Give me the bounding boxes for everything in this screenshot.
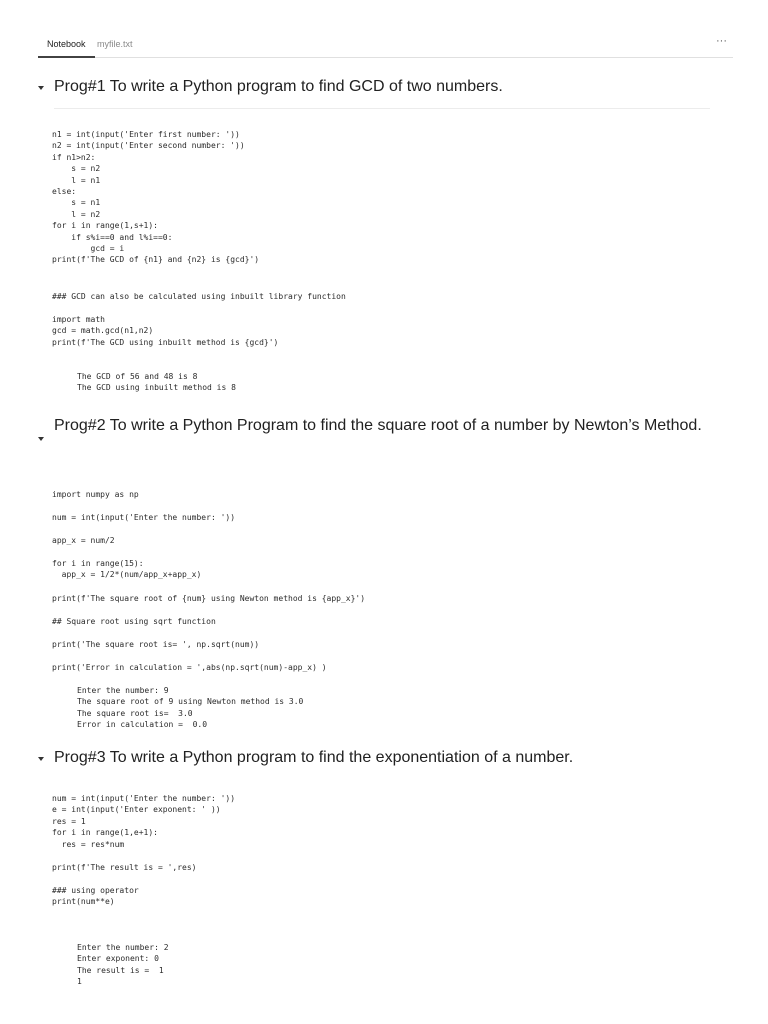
cell-output: Enter the number: 9 The square root of 9 using Newton method is 3.0 The square root is= 3.0 Error in calculation = 0.0 bbox=[77, 686, 304, 730]
tab-notebook[interactable]: Notebook bbox=[38, 38, 95, 58]
collapse-chevron-icon[interactable] bbox=[38, 437, 44, 441]
code-cell[interactable]: import math gcd = math.gcd(n1,n2) print(f'The GCD using inbuilt method is {gcd}') bbox=[52, 315, 279, 347]
code-cell[interactable]: import numpy as np bbox=[52, 490, 139, 499]
code-cell[interactable]: ## Square root using sqrt function bbox=[52, 617, 216, 626]
tab-myfile[interactable]: myfile.txt bbox=[97, 39, 133, 49]
code-cell[interactable]: num = int(input('Enter the number: ')) bbox=[52, 513, 236, 522]
section-heading: Prog#2 To write a Python Program to find the square root of a number by Newton’s Method. bbox=[54, 417, 702, 434]
section-heading: Prog#3 To write a Python program to find the exponentiation of a number. bbox=[54, 749, 574, 766]
tab-bar bbox=[38, 32, 733, 58]
code-cell[interactable]: print(f'The square root of {num} using Newton method is {app_x}') bbox=[52, 594, 366, 603]
collapse-chevron-icon[interactable] bbox=[38, 757, 44, 761]
more-horizontal-icon[interactable]: ··· bbox=[716, 35, 727, 47]
section-heading: Prog#1 To write a Python program to find GCD of two numbers. bbox=[54, 78, 503, 95]
code-cell[interactable]: print('Error in calculation = ',abs(np.sqrt(num)-app_x) ) bbox=[52, 663, 327, 672]
code-cell[interactable]: n1 = int(input('Enter first number: ')) n2 = int(input('Enter second number: ')) if n1>n2: s = n2 l = n1 else: s = n1 l = n2 for i in range(1,s+1): if s%i==0 and l%i==0: gcd = i print(f'The GCD of {n1} and {n2} is {gcd}') bbox=[52, 130, 260, 265]
code-cell[interactable]: ### using operator print(num**e) bbox=[52, 886, 139, 907]
section-divider bbox=[54, 108, 710, 109]
cell-output: Enter the number: 2 Enter exponent: 0 The result is = 1 1 bbox=[77, 943, 169, 987]
code-cell[interactable]: print('The square root is= ', np.sqrt(num)) bbox=[52, 640, 260, 649]
code-cell[interactable]: app_x = num/2 bbox=[52, 536, 115, 545]
code-cell[interactable]: num = int(input('Enter the number: ')) e = int(input('Enter exponent: ' )) res = 1 for i in range(1,e+1): res = res*num bbox=[52, 794, 236, 849]
code-cell[interactable]: ### GCD can also be calculated using inbuilt library function bbox=[52, 292, 346, 301]
cell-output: The GCD of 56 and 48 is 8 The GCD using inbuilt method is 8 bbox=[77, 372, 236, 393]
code-cell[interactable]: for i in range(15): app_x = 1/2*(num/app_x+app_x) bbox=[52, 559, 202, 580]
collapse-chevron-icon[interactable] bbox=[38, 86, 44, 90]
code-cell[interactable]: print(f'The result is = ',res) bbox=[52, 863, 197, 872]
